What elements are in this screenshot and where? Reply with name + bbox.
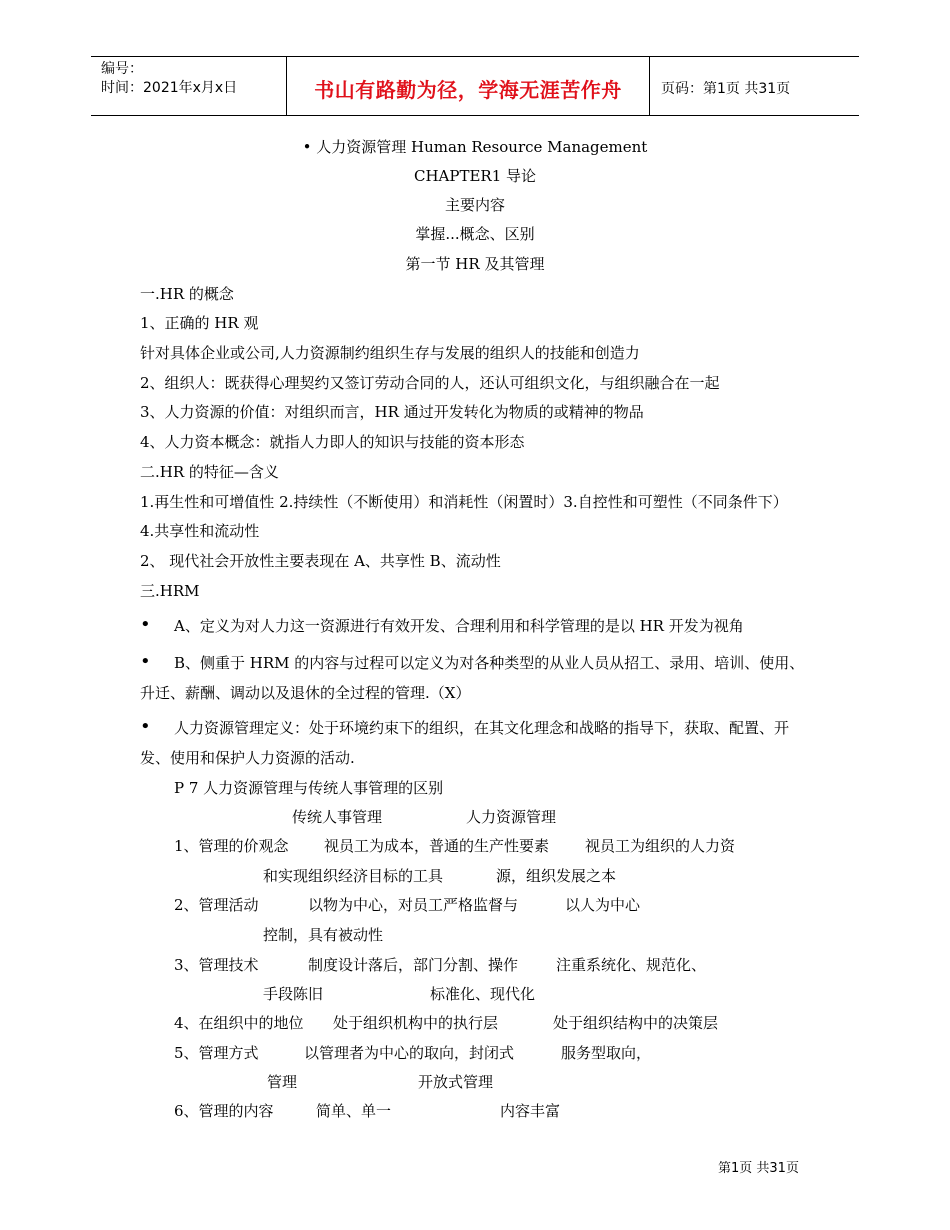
- comparison-heading: P 7 人力资源管理与传统人事管理的区别: [174, 779, 444, 797]
- table-header-hrm: 人力资源管理: [466, 808, 557, 826]
- table-cell: 处于组织机构中的执行层: [333, 1014, 499, 1032]
- table-cell: 管理: [267, 1073, 298, 1091]
- header-motto: 书山有路勤为径，学海无涯苦作舟: [314, 78, 622, 102]
- heading-hr-concept: 一.HR 的概念: [140, 285, 234, 303]
- table-cell: 5、管理方式: [174, 1044, 259, 1062]
- table-cell: 控制，具有被动性: [263, 926, 384, 944]
- number-label: 编号：: [101, 61, 143, 77]
- table-cell: 6、管理的内容: [174, 1102, 274, 1120]
- table-cell: 手段陈旧: [263, 985, 324, 1003]
- bullet-item: • 人力资源管理定义：处于环境约束下的组织，在其文化理念和战略的指导下，获取、配置、开: [174, 718, 789, 738]
- text-line: 3、人力资源的价值：对组织而言，HR 通过开发转化为物质的或精神的物品: [140, 403, 644, 421]
- time-label: 时间：2021年x月x日: [101, 80, 238, 96]
- table-cell: 服务型取向，: [561, 1044, 652, 1062]
- table-cell: 视员工为组织的人力资: [585, 837, 736, 855]
- page-header: [91, 56, 859, 116]
- text-line: 升迁、薪酬、调动以及退休的全过程的管理.（X）: [140, 684, 471, 702]
- bullet-item: • A、定义为对人力这一资源进行有效开发、合理利用和科学管理的是以 HR 开发为视角: [174, 616, 744, 636]
- table-cell: 以物为中心，对员工严格监督与: [308, 896, 519, 914]
- goal-line: 掌握...概念、区别: [415, 225, 535, 243]
- header-info: [101, 60, 237, 98]
- bullet-item: • B、侧重于 HRM 的内容与过程可以定义为对各种类型的从业人员从招工、录用、培训、使用、: [174, 653, 804, 673]
- chapter-title: CHAPTER1 导论: [413, 167, 537, 185]
- table-cell: 内容丰富: [500, 1102, 561, 1120]
- heading-hrm: 三.HRM: [140, 582, 200, 600]
- header-divider: [649, 57, 650, 115]
- table-cell: 和实现组织经济目标的工具: [263, 867, 444, 885]
- text-line: 2、组织人：既获得心理契约又签订劳动合同的人，还认可组织文化，与组织融合在一起: [140, 374, 720, 392]
- page-footer: 第1页 共31页: [718, 1161, 799, 1176]
- table-cell: 4、在组织中的地位: [174, 1014, 304, 1032]
- main-title: • 人力资源管理 Human Resource Management: [302, 138, 648, 156]
- text-line: 发、使用和保护人力资源的活动.: [140, 749, 355, 767]
- table-cell: 源，组织发展之本: [496, 867, 617, 885]
- table-cell: 开放式管理: [418, 1073, 494, 1091]
- table-cell: 处于组织结构中的决策层: [553, 1014, 719, 1032]
- table-cell: 3、管理技术: [174, 956, 259, 974]
- table-cell: 标准化、现代化: [430, 985, 536, 1003]
- text-line: 1、正确的 HR 观: [140, 314, 259, 332]
- text-line: 2、 现代社会开放性主要表现在 A、共享性 B、流动性: [140, 552, 501, 570]
- table-cell: 注重系统化、规范化、: [556, 956, 707, 974]
- subtitle: 主要内容: [444, 196, 505, 214]
- table-cell: 简单、单一: [316, 1102, 392, 1120]
- text-line: 针对具体企业或公司,人力资源制约组织生存与发展的组织人的技能和创造力: [140, 344, 640, 362]
- heading-hr-features: 二.HR 的特征—含义: [140, 463, 279, 481]
- section-title: 第一节 HR 及其管理: [405, 255, 545, 273]
- text-line: 1.再生性和可增值性 2.持续性（不断使用）和消耗性（闲置时）3.自控性和可塑性（不同条件下）: [140, 493, 788, 511]
- table-cell: 以人为中心: [565, 896, 641, 914]
- table-header-traditional: 传统人事管理: [292, 808, 383, 826]
- header-page-label: 页码：第1页 共31页: [661, 81, 791, 97]
- text-line: 4.共享性和流动性: [140, 522, 260, 540]
- table-cell: 2、管理活动: [174, 896, 259, 914]
- table-cell: 以管理者为中心的取向，封闭式: [304, 1044, 515, 1062]
- table-cell: 视员工为成本，普通的生产性要素: [324, 837, 550, 855]
- table-cell: 1、管理的价观念: [174, 837, 289, 855]
- text-line: 4、人力资本概念：就指人力即人的知识与技能的资本形态: [140, 433, 525, 451]
- table-cell: 制度设计落后，部门分割、操作: [308, 956, 519, 974]
